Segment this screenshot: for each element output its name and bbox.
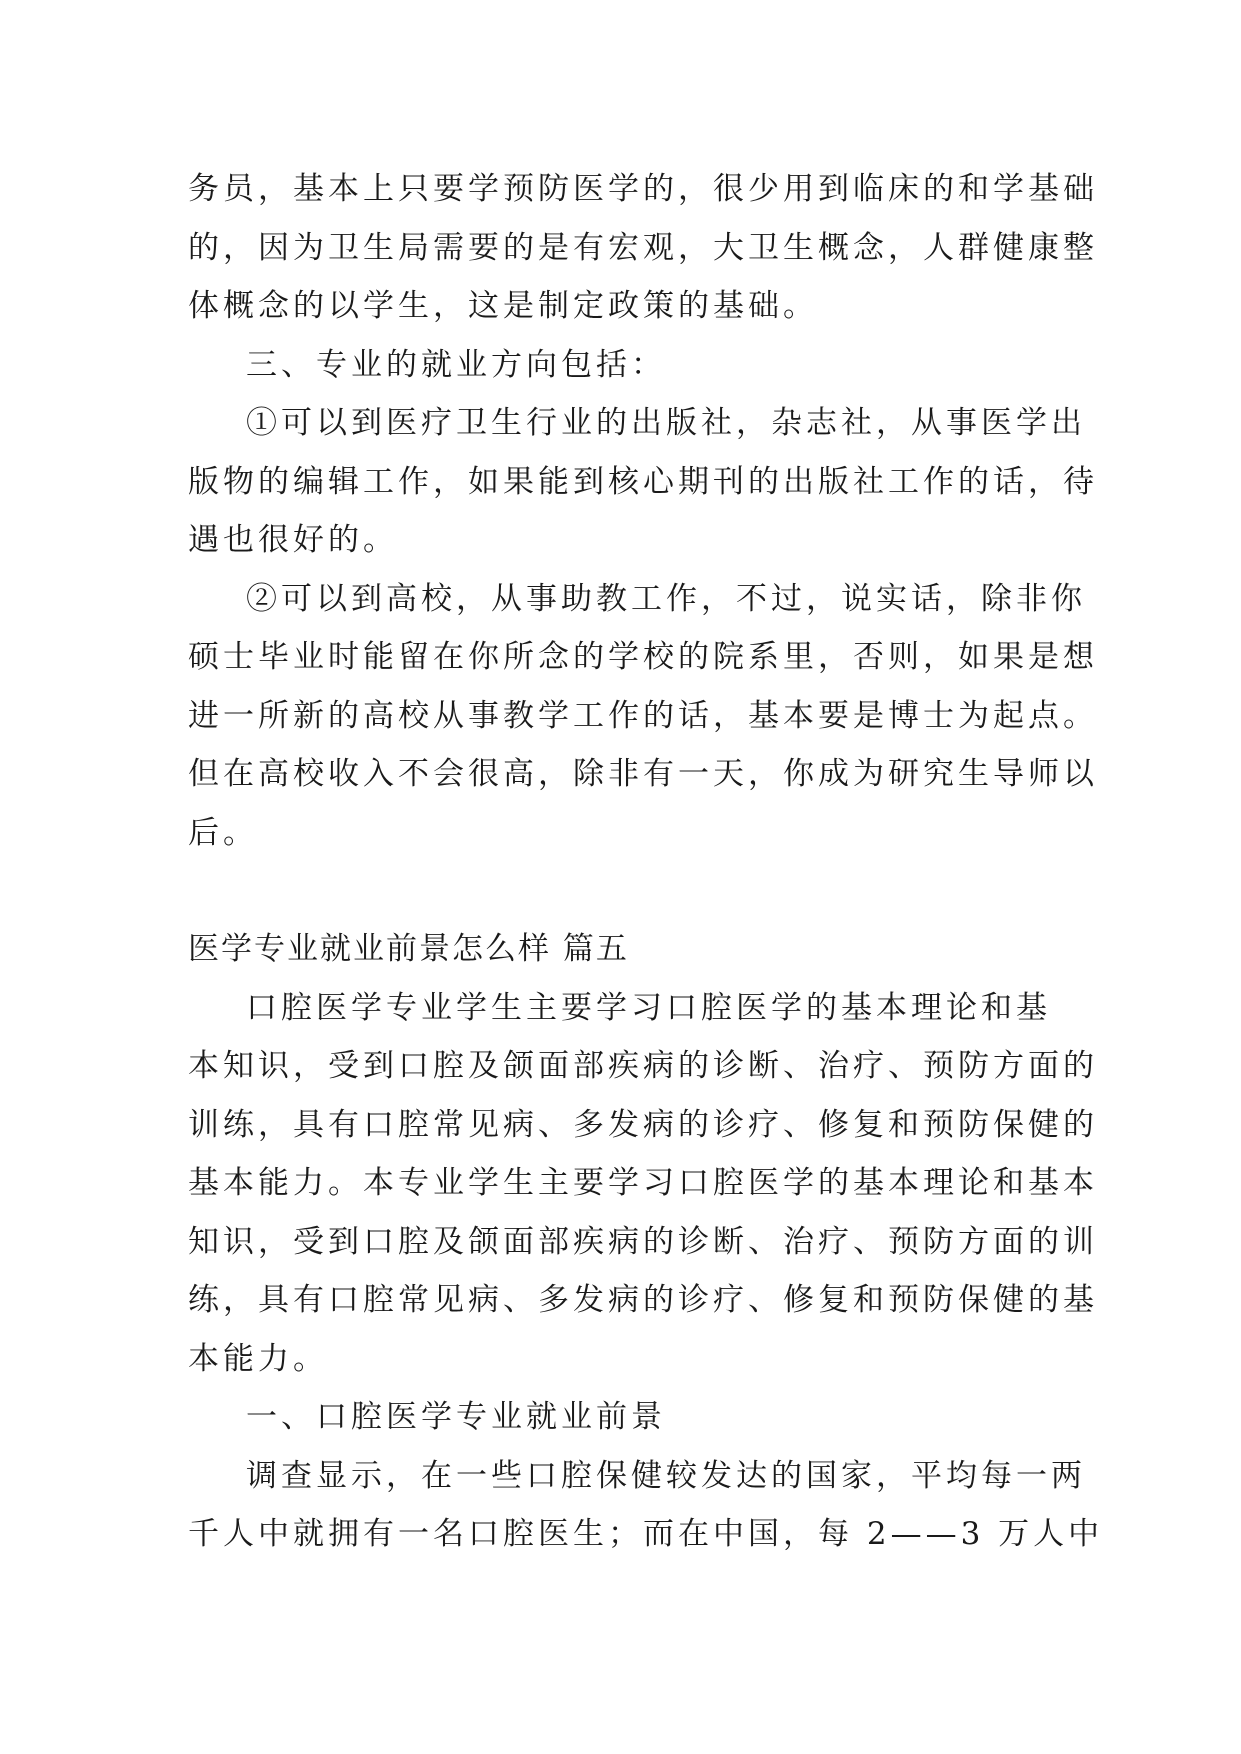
section-heading bbox=[188, 920, 1068, 979]
text-line: 体概念的以学生，这是制定政策的基础。 bbox=[188, 288, 818, 324]
paragraph-subheading-prospects bbox=[188, 1388, 1068, 1447]
paragraph-employment-directions bbox=[188, 336, 1068, 395]
text-line: 遇也很好的。 bbox=[188, 522, 398, 558]
text-line: 版物的编辑工作，如果能到核心期刊的出版社工作的话，待 bbox=[188, 463, 1098, 500]
text-line: 的，因为卫生局需要的是有宏观，大卫生概念，人群健康整 bbox=[188, 229, 1098, 266]
paragraph-publishing bbox=[188, 394, 1098, 570]
text-line: 进一所新的高校从事教学工作的话，基本要是博士为起点。 bbox=[188, 697, 1098, 734]
text-line: 知识，受到口腔及颌面部疾病的诊断、治疗、预防方面的训 bbox=[188, 1223, 1098, 1260]
paragraph-survey bbox=[188, 1447, 1104, 1564]
text-line: 调查显示，在一些口腔保健较发达的国家，平均每一两 bbox=[246, 1457, 1086, 1494]
text-line: 基本能力。本专业学生主要学习口腔医学的基本理论和基本 bbox=[188, 1165, 1098, 1201]
text-line: 千人中就拥有一名口腔医生；而在中国，每 2——3 万人中 bbox=[188, 1516, 1104, 1552]
text-line: 务员，基本上只要学预防医学的，很少用到临床的和学基础 bbox=[188, 171, 1098, 207]
heading-text: 医学专业就业前景怎么样 篇五 bbox=[188, 931, 629, 967]
text-line: ②可以到高校，从事助教工作，不过，说实话，除非你 bbox=[246, 580, 1086, 617]
paragraph-university bbox=[188, 570, 1098, 863]
text-line: 一、口腔医学专业就业前景 bbox=[246, 1399, 666, 1435]
text-line: 三、专业的就业方向包括： bbox=[246, 346, 666, 383]
text-line: 口腔医学专业学生主要学习口腔医学的基本理论和基 bbox=[246, 989, 1051, 1026]
paragraph-stomatology-intro bbox=[188, 979, 1098, 1389]
text-line: 本能力。 bbox=[188, 1340, 328, 1377]
document-body bbox=[188, 160, 1104, 1564]
text-line: ①可以到医疗卫生行业的出版社，杂志社，从事医学出 bbox=[246, 405, 1086, 441]
paragraph-civil-servant bbox=[188, 160, 1098, 336]
text-line: 训练，具有口腔常见病、多发病的诊疗、修复和预防保健的 bbox=[188, 1106, 1098, 1143]
text-line: 本知识，受到口腔及颌面部疾病的诊断、治疗、预防方面的 bbox=[188, 1048, 1098, 1084]
text-line: 但在高校收入不会很高，除非有一天，你成为研究生导师以 bbox=[188, 756, 1098, 792]
text-line: 硕士毕业时能留在你所念的学校的院系里，否则，如果是想 bbox=[188, 639, 1098, 675]
text-line: 练，具有口腔常见病、多发病的诊疗、修复和预防保健的基 bbox=[188, 1282, 1098, 1318]
text-line: 后。 bbox=[188, 814, 258, 851]
